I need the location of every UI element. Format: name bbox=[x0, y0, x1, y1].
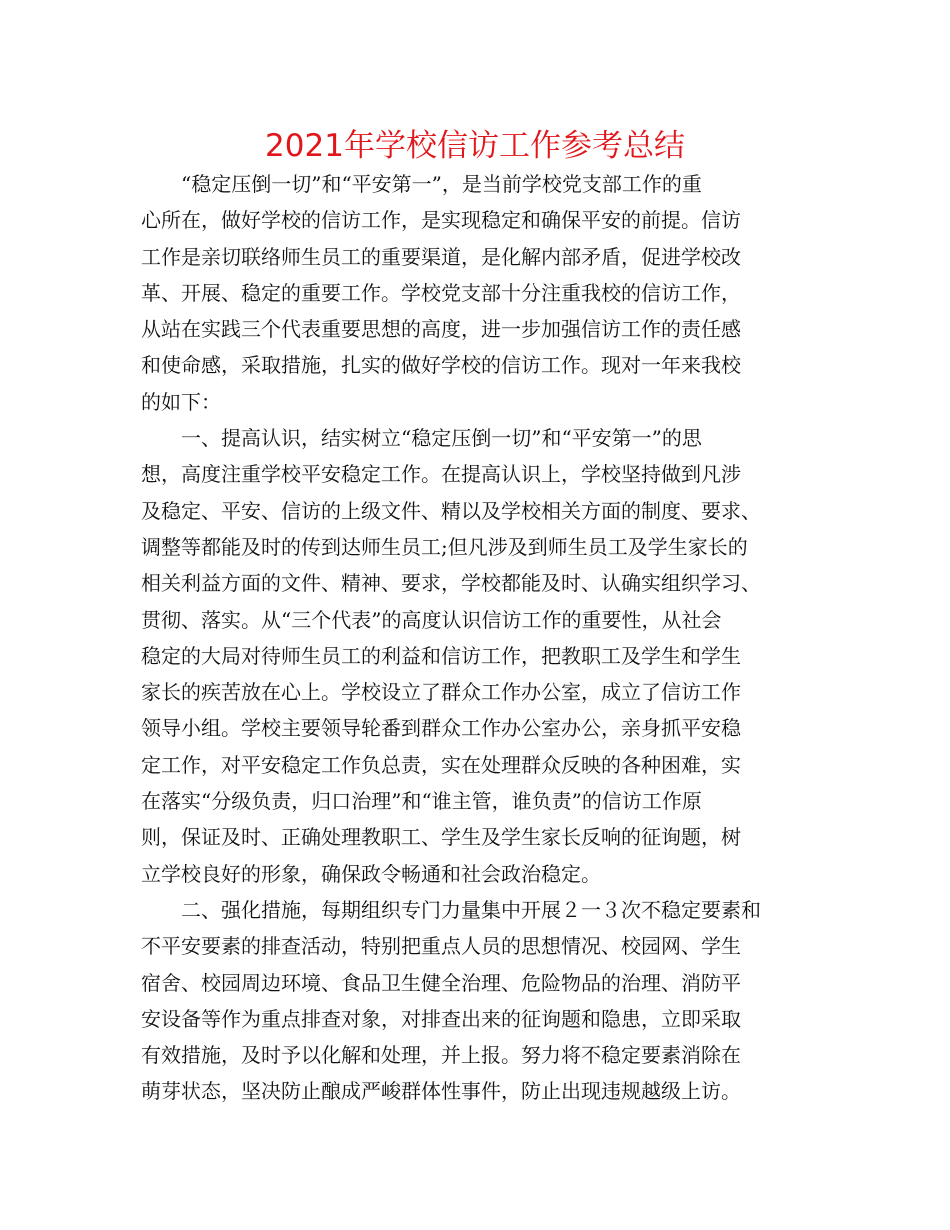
body-line: 宿舍、校园周边环境、食品卫生健全治理、危险物品的治理、消防平 bbox=[141, 970, 741, 995]
body-line: 一、提高认识，结实树立“稳定压倒一切”和“平安第一”的思 bbox=[141, 426, 702, 451]
body-line: 定工作，对平安稳定工作负总责，实在处理群众反映的各种困难，实 bbox=[141, 752, 741, 777]
body-line: 领导小组。学校主要领导轮番到群众工作办公室办公，亲身抓平安稳 bbox=[141, 716, 741, 741]
body-line: 从站在实践三个代表重要思想的高度，进一步加强信访工作的责任感 bbox=[141, 317, 741, 342]
document-body bbox=[141, 166, 821, 1110]
body-line: 不平安要素的排查活动，特别把重点人员的思想情况、校园网、学生 bbox=[141, 934, 741, 959]
body-line: 和使命感，采取措施，扎实的做好学校的信访工作。现对一年来我校 bbox=[141, 353, 741, 378]
body-line: 在落实“分级负责，归口治理”和“谁主管，谁负责”的信访工作原 bbox=[141, 789, 702, 814]
document-title: 2021年学校信访工作参考总结 bbox=[265, 128, 685, 164]
body-line: 有效措施，及时予以化解和处理，并上报。努力将不稳定要素消除在 bbox=[141, 1043, 741, 1068]
body-line: 的如下： bbox=[141, 389, 221, 414]
body-line: 家长的疾苦放在心上。学校设立了群众工作办公室，成立了信访工作 bbox=[141, 680, 741, 705]
body-line: 想，高度注重学校平安稳定工作。在提高认识上，学校坚持做到凡涉 bbox=[141, 462, 741, 487]
body-line: 及稳定、平安、信访的上级文件、精以及学校相关方面的制度、要求、 bbox=[141, 498, 761, 523]
body-line: 工作是亲切联络师生员工的重要渠道，是化解内部矛盾，促进学校改 bbox=[141, 244, 741, 269]
body-line: 二、强化措施，每期组织专门力量集中开展２一３次不稳定要素和 bbox=[141, 897, 761, 922]
body-line: 稳定的大局对待师生员工的利益和信访工作，把教职工及学生和学生 bbox=[141, 643, 741, 668]
body-line: 安设备等作为重点排查对象，对排查出来的征询题和隐患，立即采取 bbox=[141, 1006, 741, 1031]
body-line: 贯彻、落实。从“三个代表”的高度认识信访工作的重要性，从社会 bbox=[141, 607, 722, 632]
body-line: 萌芽状态，坚决防止酿成严峻群体性事件，防止出现违规越级上访。 bbox=[141, 1079, 741, 1104]
body-line: 则，保证及时、正确处理教职工、学生及学生家长反响的征询题，树 bbox=[141, 825, 741, 850]
body-line: 立学校良好的形象，确保政令畅通和社会政治稳定。 bbox=[141, 861, 601, 886]
body-line: 心所在，做好学校的信访工作，是实现稳定和确保平安的前提。信访 bbox=[141, 208, 741, 233]
body-line: “稳定压倒一切”和“平安第一”，是当前学校党支部工作的重 bbox=[141, 172, 702, 196]
body-line: 调整等都能及时的传到达师生员工;但凡涉及到师生员工及学生家长的 bbox=[141, 534, 748, 559]
body-line: 革、开展、稳定的重要工作。学校党支部十分注重我校的信访工作， bbox=[141, 280, 741, 305]
body-line: 相关利益方面的文件、精神、要求，学校都能及时、认确实组织学习、 bbox=[141, 571, 761, 596]
